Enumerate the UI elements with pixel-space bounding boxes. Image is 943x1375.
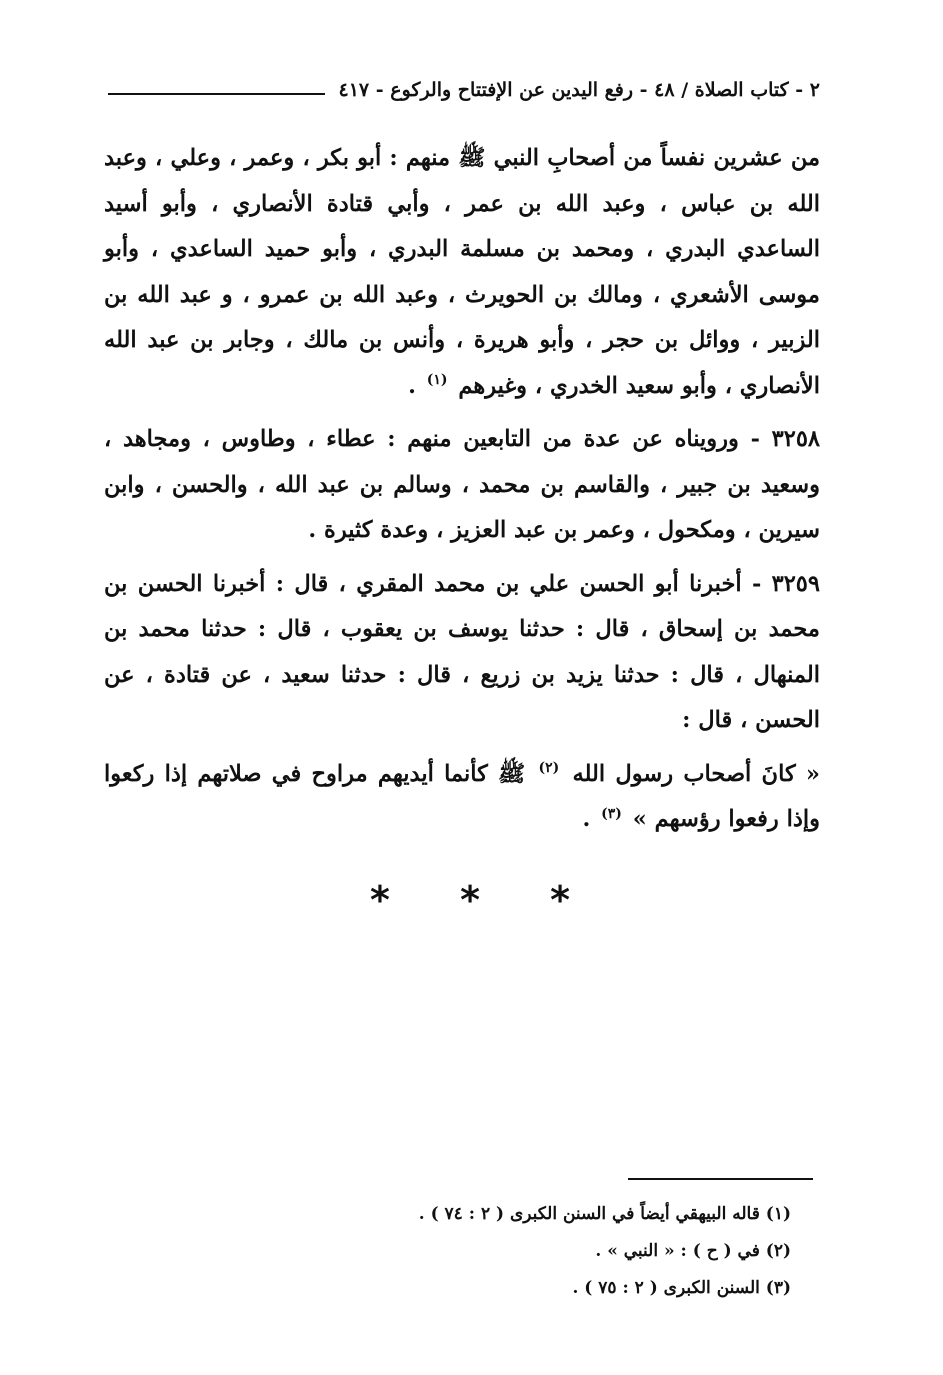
- footnote-item: (١) قاله البيهقي أيضاً في السنن الكبرى ( ٢ : ٧٤ ) .: [418, 1204, 791, 1224]
- footnote-marker: (٢): [538, 760, 560, 776]
- separator-star: *: [550, 878, 570, 922]
- footnotes: [231, 1196, 791, 1307]
- section-separator: [370, 878, 570, 922]
- hadith-number: ٣٢٥٨: [771, 426, 820, 452]
- separator-star: *: [370, 878, 390, 922]
- running-header: [108, 70, 820, 110]
- footnote-marker: (١): [426, 372, 448, 388]
- paragraph-companions: [104, 136, 820, 409]
- paragraph-text: - ورويناه عن عدة من التابعين منهم : عطاء ، وطاوس ، ومجاهد ، وسعيد بن جبير ، والقاسم بن محمد ، وسالم بن عبد الله ، والحسن ، وابن سيرين ، ومكحول ، وعمر بن عبد العزيز ، وعدة كثيرة .: [104, 426, 820, 543]
- header-rule: [108, 93, 325, 95]
- paragraph-3258: [104, 417, 820, 554]
- paragraph-hadith-quote: [104, 752, 820, 843]
- footnote-item: (٣) السنن الكبرى ( ٢ : ٧٥ ) .: [572, 1278, 791, 1298]
- quote-text-a: « كانَ أصحاب رسول الله: [572, 760, 820, 787]
- main-text: [104, 136, 820, 851]
- footnote-item: (٢) في ( ح ) : « النبي » .: [595, 1241, 791, 1261]
- footnote-rule: [628, 1178, 813, 1180]
- paragraph-end: .: [408, 372, 416, 399]
- header-title: ٢ - كتاب الصلاة / ٤٨ - رفع اليدين عن الإفتتاح والركوع - ٤١٧: [338, 79, 820, 101]
- footnote-marker: (٣): [601, 805, 622, 822]
- paragraph-end: .: [582, 806, 591, 832]
- paragraph-text: - أخبرنا أبو الحسن علي بن محمد المقري ، قال : أخبرنا الحسن بن محمد بن إسحاق ، قال : حدثنا يوسف بن يعقوب ، قال : حدثنا محمد بن المنهال ، قال : حدثنا يزيد بن زريع ، قال : حدثنا سعيد ، عن قتادة ، عن الحسن ، قال :: [104, 570, 820, 733]
- hadith-number: ٣٢٥٩: [771, 570, 820, 597]
- quote-text-b: ﷺ كأنما أيديهم مراوح في صلاتهم إذا ركعوا وإذا رفعوا رؤسهم »: [104, 760, 820, 832]
- separator-star: *: [460, 878, 480, 922]
- paragraph-3259: [104, 562, 820, 744]
- paragraph-text: من عشرين نفساً من أصحابِ النبي ﷺ منهم : أبو بكر ، وعمر ، وعلي ، وعبد الله بن عباس ، وعبد الله بن عمر ، وأبي قتادة الأنصاري ، وأبو أسيد الساعدي البدري ، ومحمد بن مسلمة البدري ، وأبو حميد الساعدي ، وأبو موسى الأشعري ، ومالك بن الحويرث ، وعبد الله بن عمرو ، و عبد الله بن الزبير ، ووائل بن حجر ، وأبو هريرة ، وأنس بن مالك ، وجابر بن عبد الله الأنصاري ، وأبو سعيد الخدري ، وغيرهم: [104, 145, 820, 399]
